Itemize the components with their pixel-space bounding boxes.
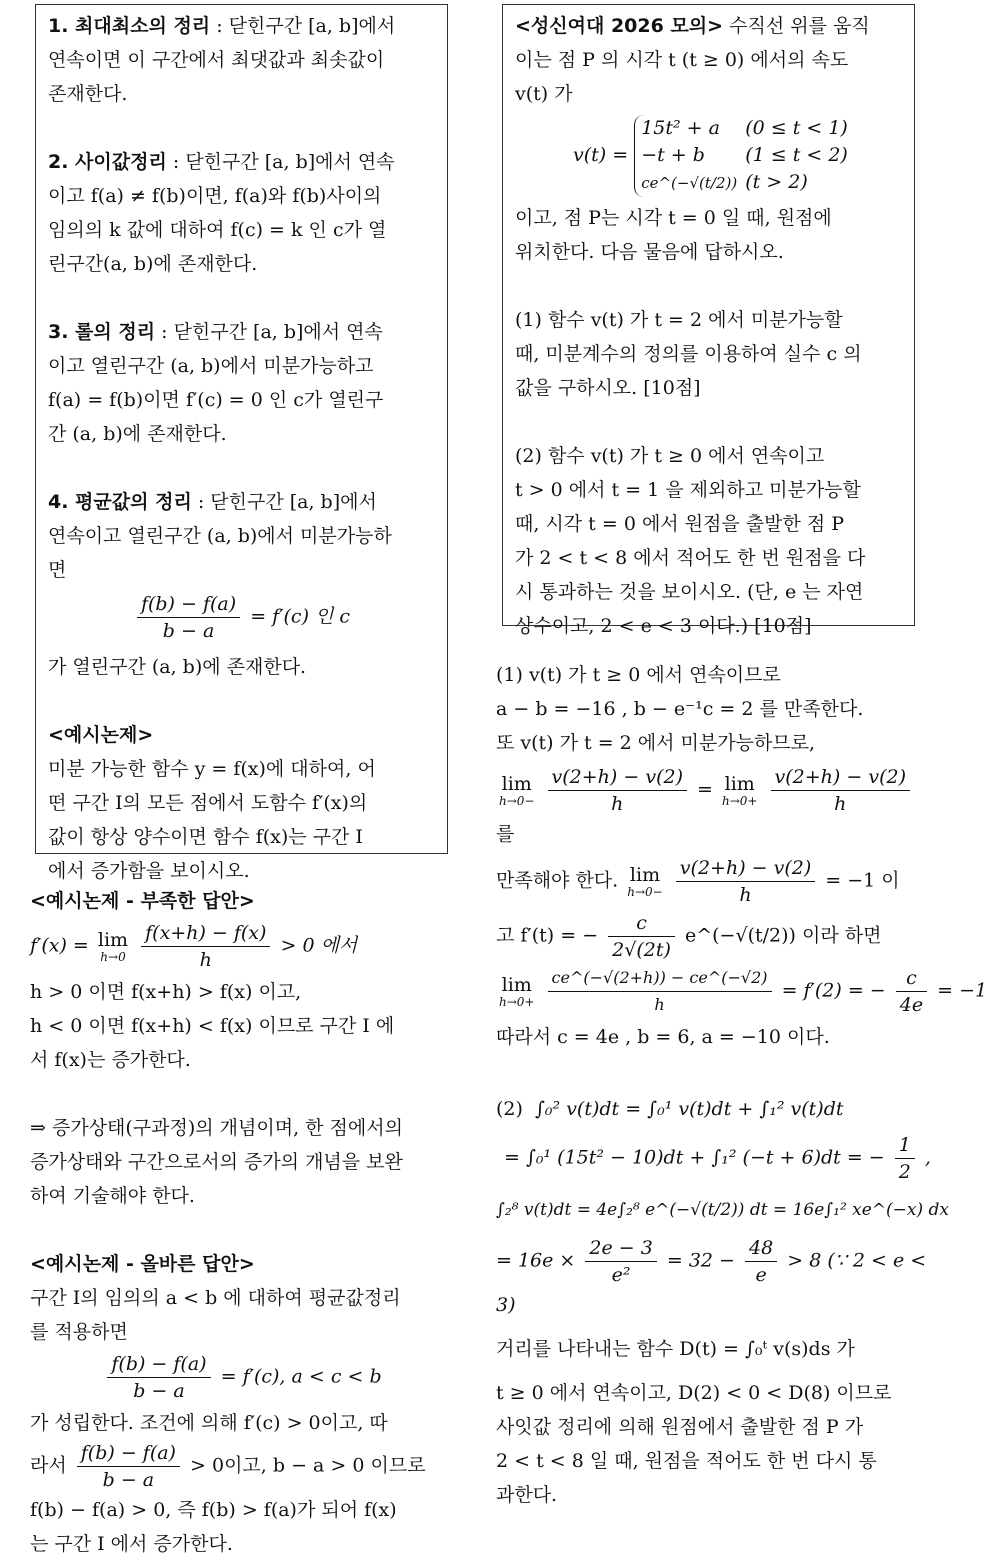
s2-d-fraction [585, 1235, 656, 1288]
s1-f-den: h [654, 995, 665, 1014]
bad-den: h [199, 949, 212, 971]
s1-e-num: c [608, 910, 675, 937]
example-text-d: 에서 증가함을 보이시오. [48, 860, 250, 882]
s1-eq: = [697, 778, 713, 801]
theorem2 [48, 145, 435, 179]
example-text-c: 값이 항상 양수이면 함수 f(x)는 구간 I [48, 826, 363, 848]
s1-num-m: v(2+h) − v(2) [676, 855, 815, 882]
s1-lim-minus [627, 865, 662, 899]
good-d-den: b − a [102, 1469, 155, 1491]
s1-text-d [496, 855, 936, 908]
q1-text-c: 값을 구하시오. [10점] [515, 377, 701, 399]
good-text-f: 는 구간 I 에서 증가한다. [30, 1533, 233, 1555]
s1-d-post: = −1 이 [825, 869, 900, 892]
good-d-fraction [77, 1440, 180, 1493]
s2-text-g: 사잇값 정리에 의해 원점에서 출발한 점 P 가 [496, 1416, 864, 1438]
s1-f-den2: 4e [899, 994, 924, 1016]
s1-lim-sub-p: h→0+ [499, 994, 535, 1009]
s1-text-g: 따라서 c = 4e , b = 6, a = −10 이다. [496, 1026, 830, 1048]
s2-text-c: ∫₂⁸ v(t)dt = 4e∫₂⁸ e^(−√(t/2)) dt = 16e∫₁² xe^(−x) dx [496, 1200, 950, 1220]
bad-lim-word: lim [97, 928, 129, 951]
problem-title: <성신여대 2026 모의> [515, 15, 724, 37]
mean-value-fraction [137, 591, 240, 644]
mvt-den: b − a [162, 620, 215, 642]
s1-frac-minus [676, 855, 815, 908]
s2-text-f: t ≥ 0 에서 연속이고, D(2) < 0 < D(8) 이므로 [496, 1382, 892, 1404]
s1-den-r: h [834, 793, 847, 815]
theorem1-text-b: 연속이면 이 구간에서 최댓값과 최솟값이 [48, 49, 385, 71]
theorem2-text-c: 임의의 k 값에 대하여 f(c) = k 인 c가 열 [48, 219, 387, 241]
s2-d-num2: 48 [745, 1235, 777, 1262]
s1-tail: 를 [496, 823, 515, 845]
piece-lhs: v(t) = [573, 144, 629, 166]
mvt-rhs: = f′(c) 인 c [250, 605, 351, 628]
piece-1-cond: (0 ≤ t < 1) [745, 117, 848, 139]
bad-text-a: h > 0 이면 f(x+h) > f(x) 이고, [30, 981, 302, 1003]
s1-lim-word-m: lim [629, 863, 661, 886]
s1-den-l: h [611, 793, 624, 815]
s2-label: (2) [496, 1098, 523, 1120]
bad-lhs: f′(x) = [30, 934, 89, 957]
problem-text-c: v(t) 가 [515, 83, 573, 105]
s1-num-l: v(2+h) − v(2) [548, 764, 687, 791]
piece-3: ce^(−√(t/2)) [641, 174, 738, 192]
good-answer-title: <예시논제 - 올바른 답안> [30, 1253, 255, 1275]
theorem3-text-d: 간 (a, b)에 존재한다. [48, 423, 227, 445]
s1-frac-right [771, 764, 910, 817]
theorem2-text-d: 린구간(a, b)에 존재한다. [48, 253, 258, 275]
s1-text-e [496, 910, 936, 963]
theorem2-text-a: : 닫힌구간 [a, b]에서 연속 [172, 151, 395, 173]
example-text-a: 미분 가능한 함수 y = f(x)에 대하여, 어 [48, 758, 376, 780]
piece-2: −t + b [641, 144, 705, 166]
s2-text-a: ∫₀² v(t)dt = ∫₀¹ v(t)dt + ∫₁² v(t)dt [535, 1098, 844, 1120]
good-text-c: 가 성립한다. 조건에 의해 f′(c) > 0이고, 따 [30, 1412, 388, 1434]
theorem3-text-b: 이고 열린구간 (a, b)에서 미분가능하고 [48, 355, 374, 377]
q2-text-c: 때, 시각 t = 0 에서 원점을 출발한 점 P [515, 513, 845, 535]
s2-b-post: , [924, 1146, 931, 1169]
s1-lim-right [722, 774, 757, 808]
q2-text-e: 시 통과하는 것을 보이시오. (단, e 는 자연 [515, 581, 864, 603]
s1-f-num2: c [896, 965, 927, 992]
theorem1-title: 1. 최대최소의 정리 [48, 15, 211, 37]
s1-e-den: 2√(2t) [612, 939, 671, 961]
theorem1-text-c: 존재한다. [48, 83, 128, 105]
s2-line-b [504, 1132, 936, 1185]
theorem4-text-c: 면 [48, 559, 67, 581]
bad-derivative-formula [30, 920, 455, 973]
s2-text-h: 2 < t < 8 일 때, 원점을 적어도 한 번 다시 통 [496, 1450, 877, 1472]
good-fraction [107, 1351, 210, 1404]
theorem4 [48, 485, 435, 519]
s1-lim-word-l: lim [501, 772, 532, 795]
s1-lim-word-r: lim [724, 772, 755, 795]
good-d-pre: 라서 [30, 1454, 67, 1477]
s2-d-num: 2e − 3 [585, 1235, 656, 1262]
problem-text-d: 이고, 점 P는 시각 t = 0 일 때, 원점에 [515, 207, 832, 229]
mean-value-formula [48, 591, 435, 644]
s2-b-pre: = ∫₀¹ (15t² − 10)dt + ∫₁² (−t + 6)dt = − [504, 1146, 885, 1169]
q2-text-d: 가 2 < t < 8 에서 적어도 한 번 원점을 다 [515, 547, 866, 569]
mvt-num: f(b) − f(a) [137, 591, 240, 618]
example-text-b: 떤 구간 I의 모든 점에서 도함수 f′(x)의 [48, 792, 368, 814]
bad-fraction [141, 920, 270, 973]
bad-answer-title: <예시논제 - 부족한 답안> [30, 890, 255, 912]
s2-line-d [496, 1235, 936, 1322]
s1-e-post: e^(−√(t/2)) 이라 하면 [684, 924, 882, 947]
good-text-a: 구간 I의 임의의 a < b 에 대하여 평균값정리 [30, 1287, 401, 1309]
s1-lim-left [499, 774, 534, 808]
good-text-d [30, 1440, 455, 1493]
good-text-e: f(b) − f(a) > 0, 즉 f(b) > f(a)가 되어 f(x) [30, 1499, 397, 1521]
piecewise-velocity [515, 115, 902, 197]
solution-section [496, 658, 987, 1512]
problem-text-a: 수직선 위를 움직 [729, 15, 870, 37]
s2-d-den: e² [611, 1264, 631, 1286]
q2-text-a: (2) 함수 v(t) 가 t ≥ 0 에서 연속이고 [515, 445, 825, 467]
theorem4-title: 4. 평균값의 정리 [48, 491, 192, 513]
s1-lim-sub-r: h→0+ [722, 793, 758, 808]
problem-text-e: 위치한다. 다음 물음에 답하시오. [515, 241, 784, 263]
q2-text-f: 상수이고, 2 < e < 3 이다.) [10점] [515, 615, 812, 637]
good-mvt-formula [30, 1351, 455, 1404]
bad-text-c: 서 f(x)는 증가한다. [30, 1049, 191, 1071]
s1-lim-sub-m: h→0− [627, 884, 663, 899]
s2-d-pre: = 16e × [496, 1249, 576, 1272]
piece-1: 15t² + a [641, 117, 720, 139]
bad-num: f(x+h) − f(x) [141, 920, 270, 947]
piece-2-cond: (1 ≤ t < 2) [745, 144, 848, 166]
theorem-box [35, 4, 448, 882]
s2-d-post: > 8 (∵ 2 < e < 3) [496, 1249, 927, 1316]
good-text-b: 를 적용하면 [30, 1321, 128, 1343]
s2-d-den2: e [755, 1264, 767, 1286]
s1-text-a: (1) v(t) 가 t ≥ 0 에서 연속이므로 [496, 664, 781, 686]
s1-text-c: 또 v(t) 가 t = 2 에서 미분가능하므로, [496, 732, 816, 754]
theorem4-text-a: : 닫힌구간 [a, b]에서 [197, 491, 377, 513]
s1-derivative-limit [496, 965, 987, 1018]
bad-text-b: h < 0 이면 f(x+h) < f(x) 이므로 구간 I 에 [30, 1015, 395, 1037]
theorem3-title: 3. 롤의 정리 [48, 321, 156, 343]
s1-lim-plus [499, 975, 534, 1009]
s2-b-fraction [895, 1132, 915, 1185]
bad-lim-sub: h→0 [100, 949, 126, 964]
s1-d-pre: 만족해야 한다. [496, 869, 619, 892]
s1-num-r: v(2+h) − v(2) [771, 764, 910, 791]
s1-e-fraction [608, 910, 675, 963]
s2-text-i: 과한다. [496, 1484, 558, 1506]
s1-lim-word-p: lim [501, 973, 532, 996]
good-den: b − a [133, 1380, 185, 1402]
bad-note-b: 증가상태와 구간으로서의 증가의 개념을 보완 [30, 1151, 403, 1173]
bad-rhs: > 0 에서 [280, 934, 358, 957]
q2-text-b: t > 0 에서 t = 1 을 제외하고 미분가능할 [515, 479, 861, 501]
problem-box [502, 4, 915, 637]
s1-lim-sub-l: h→0− [499, 793, 535, 808]
s2-d-fraction2 [745, 1235, 777, 1288]
s1-den-m: h [739, 884, 752, 906]
s1-f-fraction2 [896, 965, 927, 1018]
problem-text-b: 이는 점 P 의 시각 t (t ≥ 0) 에서의 속도 [515, 49, 849, 71]
s1-f-post: = f′(2) = − [781, 979, 886, 1002]
good-num: f(b) − f(a) [107, 1351, 210, 1378]
bad-note-c: 하여 기술해야 한다. [30, 1185, 195, 1207]
s1-f-fraction [548, 965, 772, 1018]
good-rhs: = f′(c), a < c < b [220, 1365, 382, 1388]
example-title: <예시논제> [48, 724, 154, 746]
good-d-post: > 0이고, b − a > 0 이므로 [190, 1454, 426, 1477]
s2-text-e: 거리를 나타내는 함수 D(t) = ∫₀ᵗ v(s)ds 가 [496, 1338, 855, 1360]
bad-answer-section [30, 884, 455, 1561]
s1-text-b: a − b = −16 , b − e⁻¹c = 2 를 만족한다. [496, 698, 864, 720]
q1-text-b: 때, 미분계수의 정의를 이용하여 실수 c 의 [515, 343, 862, 365]
theorem3-text-a: : 닫힌구간 [a, b]에서 연속 [161, 321, 383, 343]
problem-header [515, 9, 902, 43]
theorem4-text-b: 연속이고 열린구간 (a, b)에서 미분가능하 [48, 525, 392, 547]
theorem4-text-d: 가 열린구간 (a, b)에 존재한다. [48, 656, 307, 678]
theorem1 [48, 9, 435, 43]
s1-e-pre: 고 f′(t) = − [496, 924, 599, 947]
theorem1-text-a: : 닫힌구간 [a, b]에서 [216, 15, 396, 37]
theorem3-text-c: f(a) = f(b)이면 f′(c) = 0 인 c가 열린구 [48, 389, 384, 411]
theorem2-text-b: 이고 f(a) ≠ f(b)이면, f(a)와 f(b)사이의 [48, 185, 382, 207]
good-d-num: f(b) − f(a) [77, 1440, 180, 1467]
bad-note-a: ⇒ 증가상태(구과정)의 개념이며, 한 점에서의 [30, 1117, 403, 1139]
s2-line-a [496, 1092, 936, 1126]
theorem2-title: 2. 사이값정리 [48, 151, 167, 173]
s2-b-num: 1 [895, 1132, 915, 1159]
s1-limit-equation [496, 764, 936, 851]
s2-d-mid: = 32 − [666, 1249, 735, 1272]
s1-f-end: = −1 [937, 979, 987, 1002]
s2-b-den: 2 [898, 1161, 911, 1183]
s1-f-num: ce^(−√(2+h)) − ce^(−√2) [548, 965, 772, 992]
s1-frac-left [548, 764, 687, 817]
piece-3-cond: (t > 2) [745, 171, 808, 193]
theorem3 [48, 315, 435, 349]
piece-cases [634, 115, 855, 197]
q1-text-a: (1) 함수 v(t) 가 t = 2 에서 미분가능할 [515, 309, 843, 331]
bad-limit [98, 930, 128, 964]
